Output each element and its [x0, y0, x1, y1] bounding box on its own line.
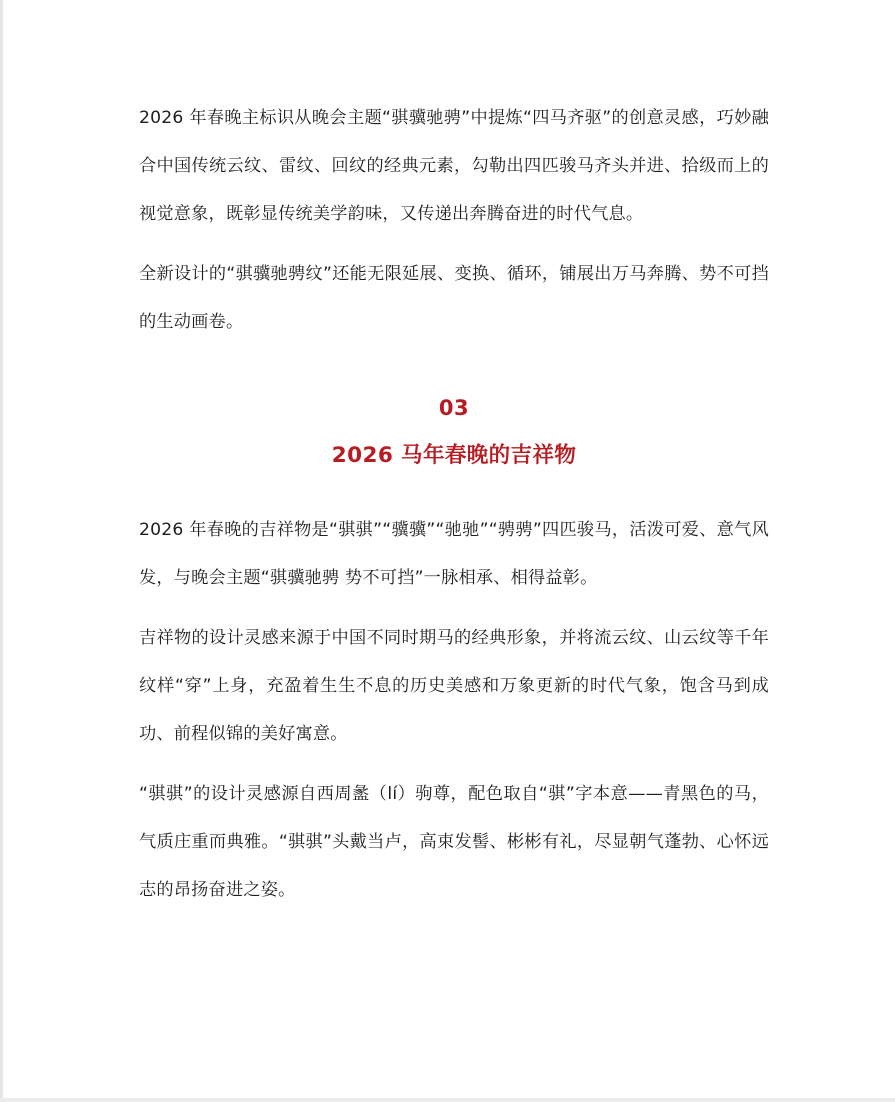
- page-left-edge: [0, 0, 3, 1102]
- section-paragraph-2: 吉祥物的设计灵感来源于中国不同时期马的经典形象，并将流云纹、山云纹等千年纹样“穿”上身，充盈着生生不息的历史美感和万象更新的时代气象，饱含马到成功、前程似锦的美好寓意。: [139, 628, 769, 744]
- page-bottom-edge: [0, 1098, 895, 1102]
- section-paragraph-3: “骐骐”的设计灵感源自西周盠（lí）驹尊，配色取自“骐”字本意——青黑色的马，气质庄重而典雅。“骐骐”头戴当卢，高束发髻、彬彬有礼，尽显朝气蓬勃、心怀远志的昂扬奋进之姿。: [139, 784, 769, 900]
- section-heading: [139, 394, 769, 470]
- intro-paragraph-1: 2026 年春晚主标识从晚会主题“骐骥驰骋”中提炼“四马齐驱”的创意灵感，巧妙融合中国传统云纹、雷纹、回纹的经典元素，勾勒出四匹骏马齐头并进、拾级而上的视觉意象，既彰显传统美学韵味，又传递出奔腾奋进的时代气息。: [139, 108, 769, 224]
- article-body: [139, 94, 769, 914]
- intro-paragraph-2: 全新设计的“骐骥驰骋纹”还能无限延展、变换、循环，铺展出万马奔腾、势不可挡的生动画卷。: [139, 264, 769, 332]
- section-title: 2026 马年春晚的吉祥物: [331, 443, 577, 468]
- section-paragraph-1: 2026 年春晚的吉祥物是“骐骐”“骥骥”“驰驰”“骋骋”四匹骏马，活泼可爱、意气风发，与晚会主题“骐骥驰骋 势不可挡”一脉相承、相得益彰。: [139, 520, 769, 588]
- section-number: 03: [438, 396, 470, 420]
